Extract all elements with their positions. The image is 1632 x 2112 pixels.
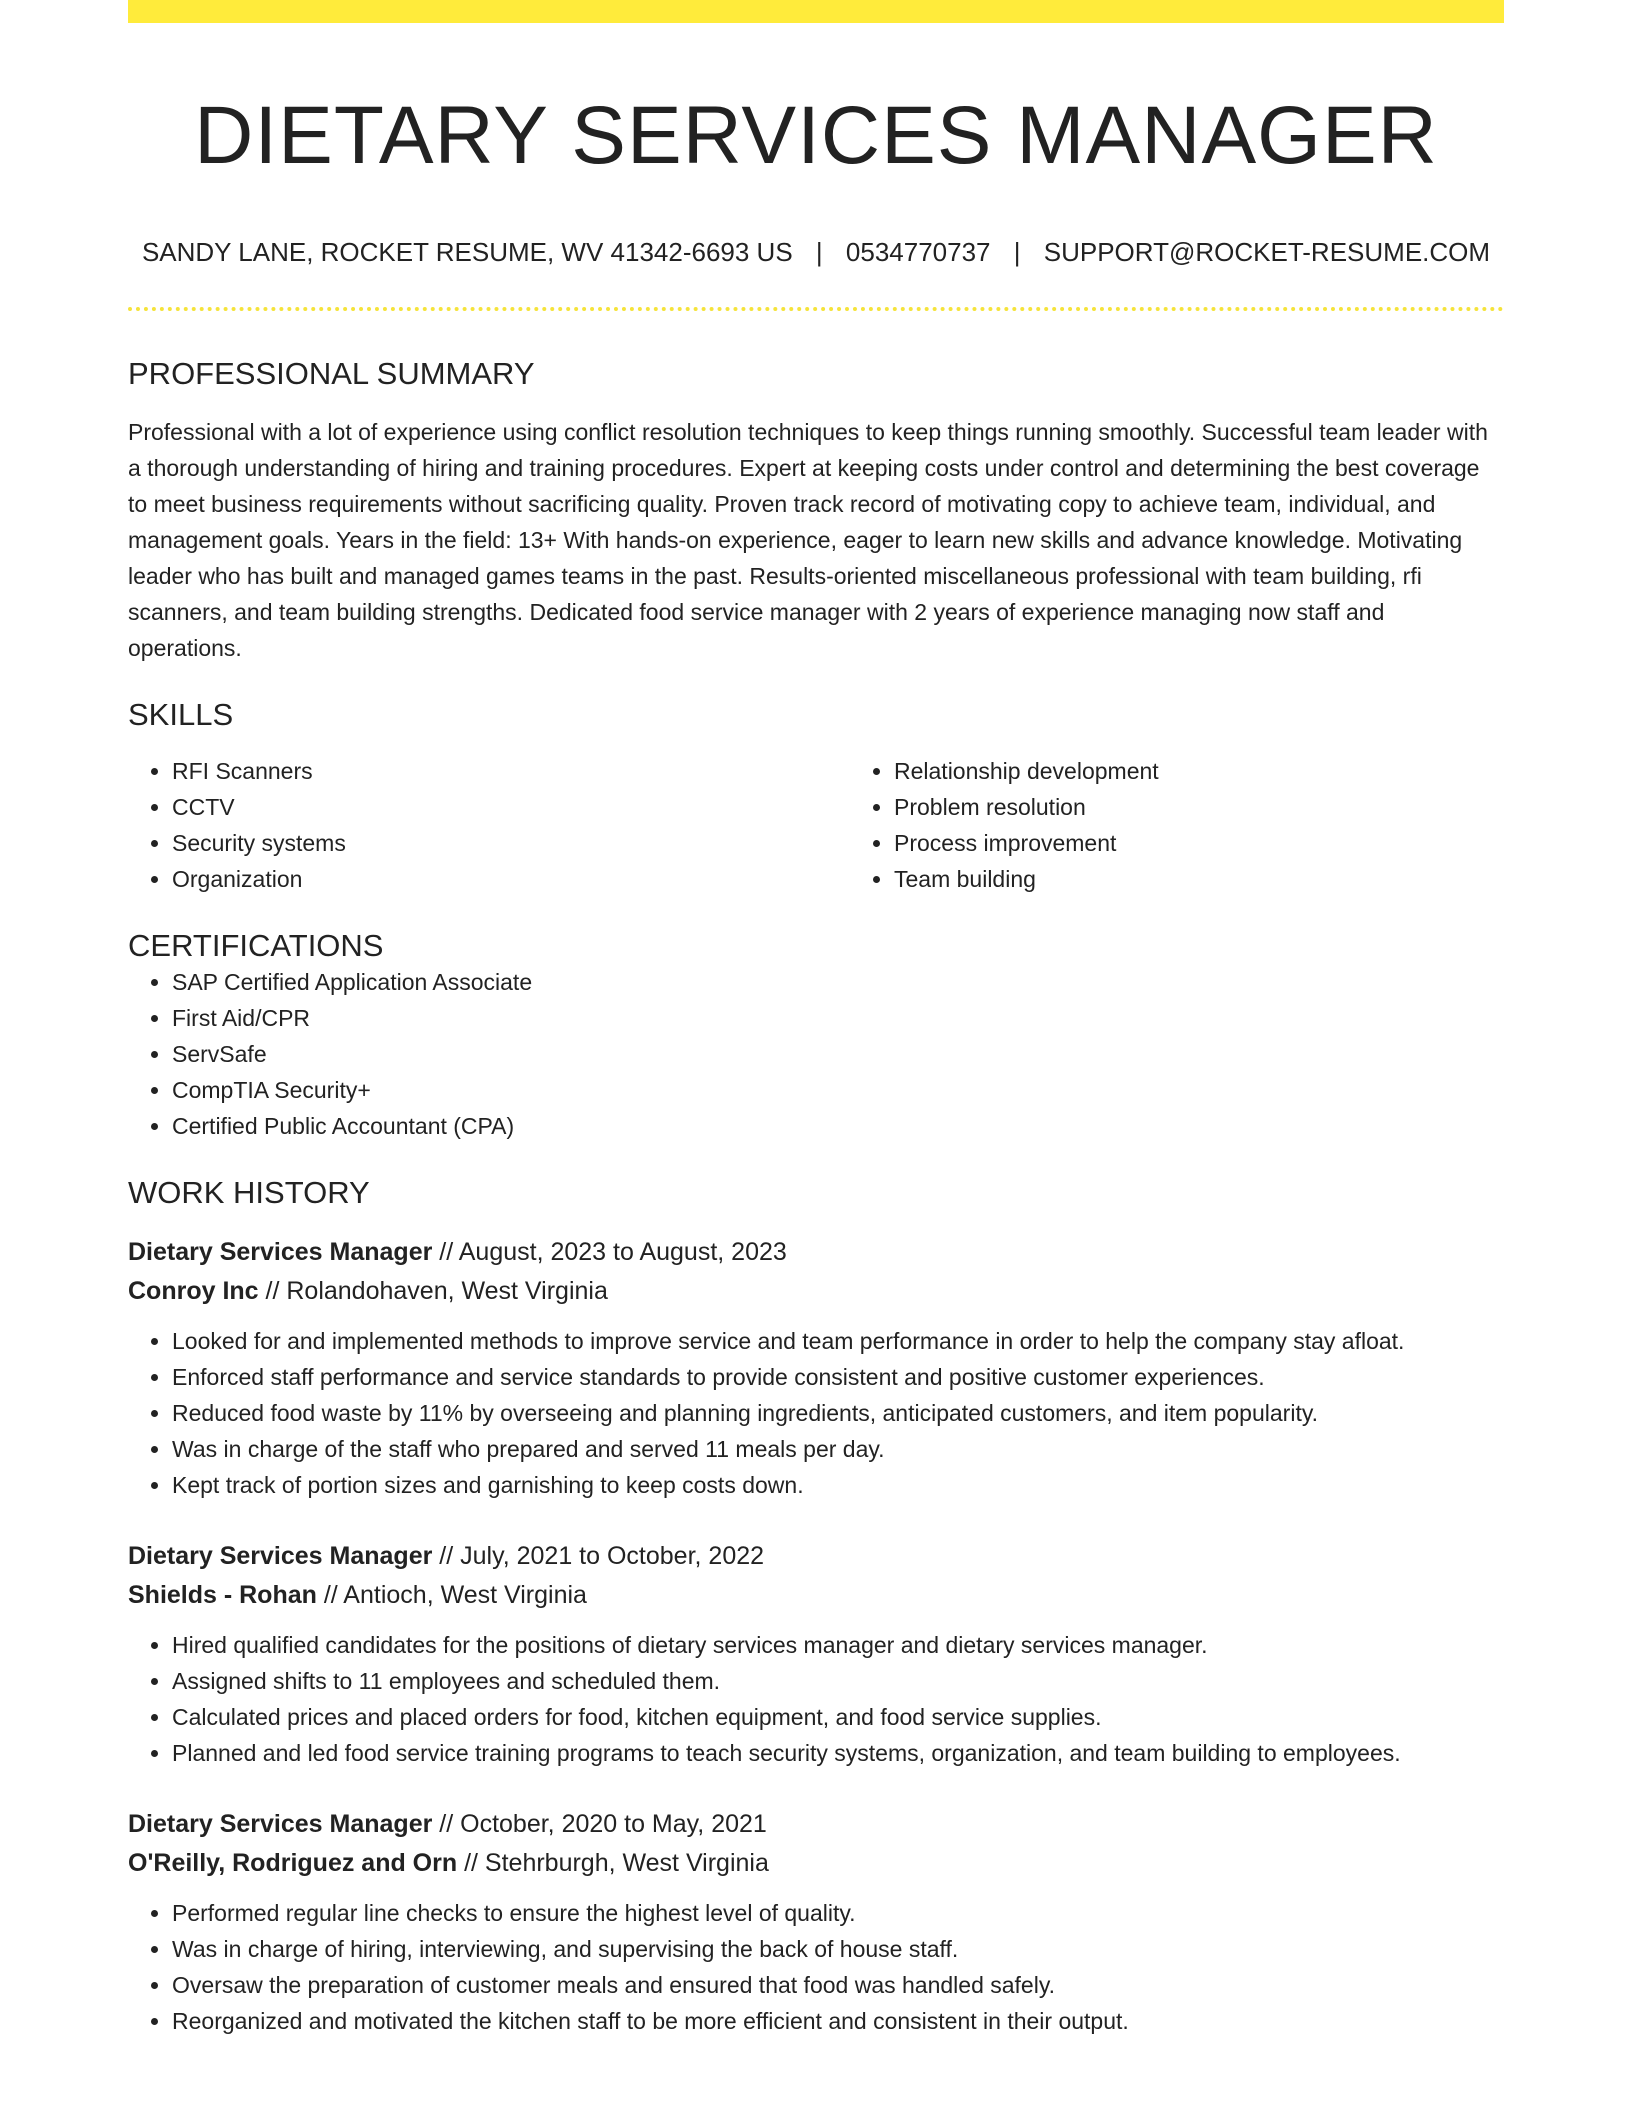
- contact-separator: |: [815, 237, 823, 268]
- skills-columns: [128, 753, 1504, 897]
- certification-item: • Certified Public Accountant (CPA): [172, 1108, 1504, 1144]
- job-company: Conroy Inc: [128, 1277, 259, 1306]
- job-bullet: • Oversaw the preparation of customer meals and ensured that food was handled safely.: [172, 1967, 1504, 2003]
- job-entry: [128, 1233, 1504, 1503]
- resume-title: DIETARY SERVICES MANAGER: [194, 90, 1438, 181]
- job-bullets: [128, 1895, 1504, 2039]
- certifications-list: [128, 964, 1504, 1144]
- job-bullets: [128, 1627, 1504, 1771]
- job-role: Dietary Services Manager: [128, 1810, 433, 1839]
- job-company-line: [128, 1272, 1504, 1311]
- job-company-line: [128, 1576, 1504, 1615]
- contact-phone: 0534770737: [845, 237, 991, 268]
- job-role-line: [128, 1233, 1504, 1272]
- certification-item: • CompTIA Security+: [172, 1072, 1504, 1108]
- resume-page: [128, 0, 1504, 2039]
- section-title-certifications: CERTIFICATIONS: [128, 927, 384, 963]
- job-bullet: • Calculated prices and placed orders for food, kitchen equipment, and food service supplies.: [172, 1699, 1504, 1735]
- job-location: // Rolandohaven, West Virginia: [258, 1277, 608, 1306]
- job-role-line: [128, 1805, 1504, 1844]
- skill-item: • CCTV: [172, 789, 850, 825]
- job-bullet: • Was in charge of the staff who prepared and served 11 meals per day.: [172, 1431, 1504, 1467]
- skill-item: • Team building: [894, 861, 1572, 897]
- section-title-summary: PROFESSIONAL SUMMARY: [128, 355, 535, 391]
- contact-email: SUPPORT@ROCKET-RESUME.COM: [1043, 237, 1491, 268]
- job-bullets: [128, 1323, 1504, 1503]
- job-bullet: • Assigned shifts to 11 employees and scheduled them.: [172, 1663, 1504, 1699]
- job-dates: // July, 2021 to October, 2022: [432, 1542, 765, 1571]
- job-company: O'Reilly, Rodriguez and Orn: [128, 1849, 458, 1878]
- contact-line: [128, 237, 1504, 268]
- job-role-line: [128, 1537, 1504, 1576]
- skill-item: • Organization: [172, 861, 850, 897]
- skills-list-right: [850, 753, 1572, 897]
- certification-item: • ServSafe: [172, 1036, 1504, 1072]
- skill-item: • Relationship development: [894, 753, 1572, 789]
- skill-item: • Process improvement: [894, 825, 1572, 861]
- job-bullet: • Performed regular line checks to ensure the highest level of quality.: [172, 1895, 1504, 1931]
- job-role: Dietary Services Manager: [128, 1542, 433, 1571]
- certification-item: • SAP Certified Application Associate: [172, 964, 1504, 1000]
- skill-item: • Security systems: [172, 825, 850, 861]
- job-entry: [128, 1537, 1504, 1771]
- contact-separator: |: [1013, 237, 1021, 268]
- job-dates: // October, 2020 to May, 2021: [432, 1810, 767, 1839]
- job-role: Dietary Services Manager: [128, 1238, 433, 1267]
- header-divider: [128, 307, 1504, 311]
- summary-text: Professional with a lot of experience using conflict resolution techniques to keep things running smoothly. Successful team leader with a thorough understanding of hiring and training procedures. Expert at keeping costs under control and determining the best coverage to meet business requirements without sacrificing quality. Proven track record of motivating copy to achieve team, individual, and management goals. Years in the field: 13+ With hands-on experience, eager to learn new skills and advance knowledge. Motivating leader who has built and managed games teams in the past. Results-oriented miscellaneous professional with team building, rfi scanners, and team building strengths. Dedicated food service manager with 2 years of experience managing now staff and operations.: [128, 418, 1488, 661]
- skill-item: • Problem resolution: [894, 789, 1572, 825]
- job-bullet: • Hired qualified candidates for the positions of dietary services manager and dietary services manager.: [172, 1627, 1504, 1663]
- accent-top-bar: [128, 0, 1504, 23]
- job-bullet: • Planned and led food service training programs to teach security systems, organization, and team building to employees.: [172, 1735, 1504, 1771]
- job-bullet: • Was in charge of hiring, interviewing, and supervising the back of house staff.: [172, 1931, 1504, 1967]
- job-company-line: [128, 1844, 1504, 1883]
- job-bullet: • Looked for and implemented methods to improve service and team performance in order to help the company stay afloat.: [172, 1323, 1504, 1359]
- job-bullet: • Reduced food waste by 11% by overseeing and planning ingredients, anticipated customers, and item popularity.: [172, 1395, 1504, 1431]
- job-entry: [128, 1805, 1504, 2039]
- section-title-work-history: WORK HISTORY: [128, 1175, 370, 1211]
- contact-address: SANDY LANE, ROCKET RESUME, WV 41342-6693 US: [141, 237, 793, 268]
- job-bullet: • Enforced staff performance and service standards to provide consistent and positive customer experiences.: [172, 1359, 1504, 1395]
- job-company: Shields - Rohan: [128, 1581, 317, 1610]
- job-dates: // August, 2023 to August, 2023: [432, 1238, 787, 1267]
- certification-item: • First Aid/CPR: [172, 1000, 1504, 1036]
- skills-list-left: [128, 753, 850, 897]
- section-title-skills: SKILLS: [128, 696, 234, 732]
- job-location: // Stehrburgh, West Virginia: [457, 1849, 769, 1878]
- skill-item: • RFI Scanners: [172, 753, 850, 789]
- job-location: // Antioch, West Virginia: [316, 1581, 587, 1610]
- job-bullet: • Kept track of portion sizes and garnishing to keep costs down.: [172, 1467, 1504, 1503]
- job-bullet: • Reorganized and motivated the kitchen staff to be more efficient and consistent in their output.: [172, 2003, 1504, 2039]
